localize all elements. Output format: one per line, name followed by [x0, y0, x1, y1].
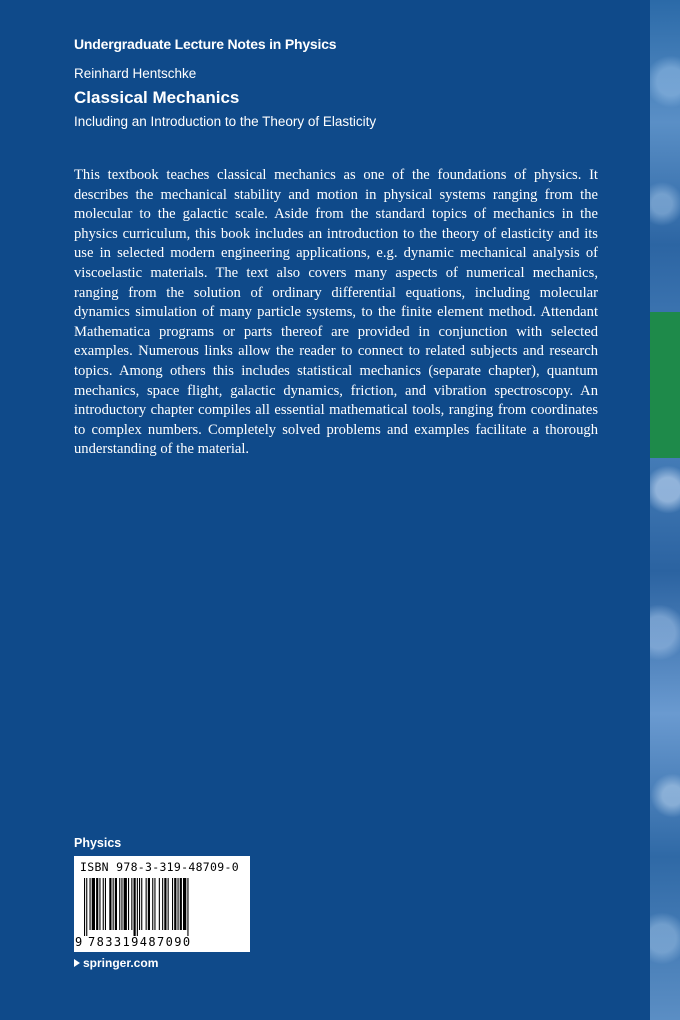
isbn-barcode	[74, 856, 250, 952]
barcode-bar	[174, 878, 176, 930]
barcode-bar	[146, 878, 147, 930]
barcode-bar	[137, 878, 138, 936]
barcode-bar	[172, 878, 173, 930]
barcode-bar	[152, 878, 153, 930]
barcode-bar	[119, 878, 120, 930]
book-description: This textbook teaches classical mechanics as one of the foundations of physics. It describes the mechanical stability and motion in physical systems ranging from the molecular to the galactic scale. Aside from the standard topics of mechanics in the physics curriculum, this book includes an introduction to the theory of elasticity and its use in selected modern engineering applications, e.g. dynamic mechanical analysis of viscoelastic materials. The text also covers many aspects of numerical mechanics, ranging from the solution of ordinary differential equations, including molecular dynamics simulation of many particle systems, to the finite element method. Attendant Mathematica programs or parts thereof are provided in conjunction with selected examples. Numerous links allow the reader to connect to related subjects and research topics. Among others this includes statistical mechanics (separate chapter), quantum mechanics, space flight, galactic dynamics, friction, and vibration spectroscopy. An introductory chapter compiles all essential mathematical tools, ranging from coordinates to complex numbers. Completely solved problems and examples facilitate a thorough understanding of the material.	[74, 167, 598, 458]
barcode-bar	[139, 878, 140, 930]
subject-category: Physics	[74, 836, 122, 850]
barcode-bar	[131, 878, 132, 930]
barcode-bar	[128, 878, 129, 930]
barcode-bar	[168, 878, 169, 930]
barcode-bar	[109, 878, 111, 930]
book-subtitle: Including an Introduction to the Theory of Elasticity	[74, 114, 377, 129]
green-accent-band	[650, 312, 680, 458]
arrow-right-icon	[74, 959, 80, 967]
ean-first-digit: 9	[75, 935, 83, 949]
series-title: Undergraduate Lecture Notes in Physics	[74, 36, 337, 52]
ean-digits: 783319487090	[88, 935, 192, 949]
barcode-bar	[124, 878, 127, 930]
publisher-link[interactable]	[74, 956, 158, 970]
author-name: Reinhard Hentschke	[74, 66, 197, 81]
barcode-bar	[178, 878, 179, 930]
barcode-bar	[180, 878, 182, 930]
barcode-bar	[154, 878, 155, 930]
barcode-bar	[113, 878, 114, 930]
barcode-bar	[103, 878, 104, 930]
barcode-bar	[115, 878, 117, 930]
barcode-bar	[187, 878, 188, 936]
barcode-bar	[159, 878, 160, 930]
barcode-bar	[105, 878, 106, 930]
barcode-bar	[134, 878, 136, 936]
barcode-bar	[148, 878, 150, 930]
barcode-bar	[90, 878, 91, 930]
book-title: Classical Mechanics	[74, 88, 240, 107]
barcode-bar	[92, 878, 95, 930]
barcode-bar	[141, 878, 142, 930]
barcode-bar	[183, 878, 186, 930]
barcode-bar	[96, 878, 98, 930]
barcode-bar	[164, 878, 166, 930]
barcode-bar	[84, 878, 85, 936]
barcode-bar	[99, 878, 100, 930]
barcode-bar	[121, 878, 122, 930]
isbn-label: ISBN 978-3-319-48709-0	[80, 860, 239, 874]
barcode-bar	[162, 878, 163, 930]
publisher-link-label: springer.com	[83, 956, 159, 970]
barcode-bar	[86, 878, 87, 936]
cover-image-strip	[650, 0, 680, 1020]
barcode-bars-icon	[84, 878, 242, 936]
